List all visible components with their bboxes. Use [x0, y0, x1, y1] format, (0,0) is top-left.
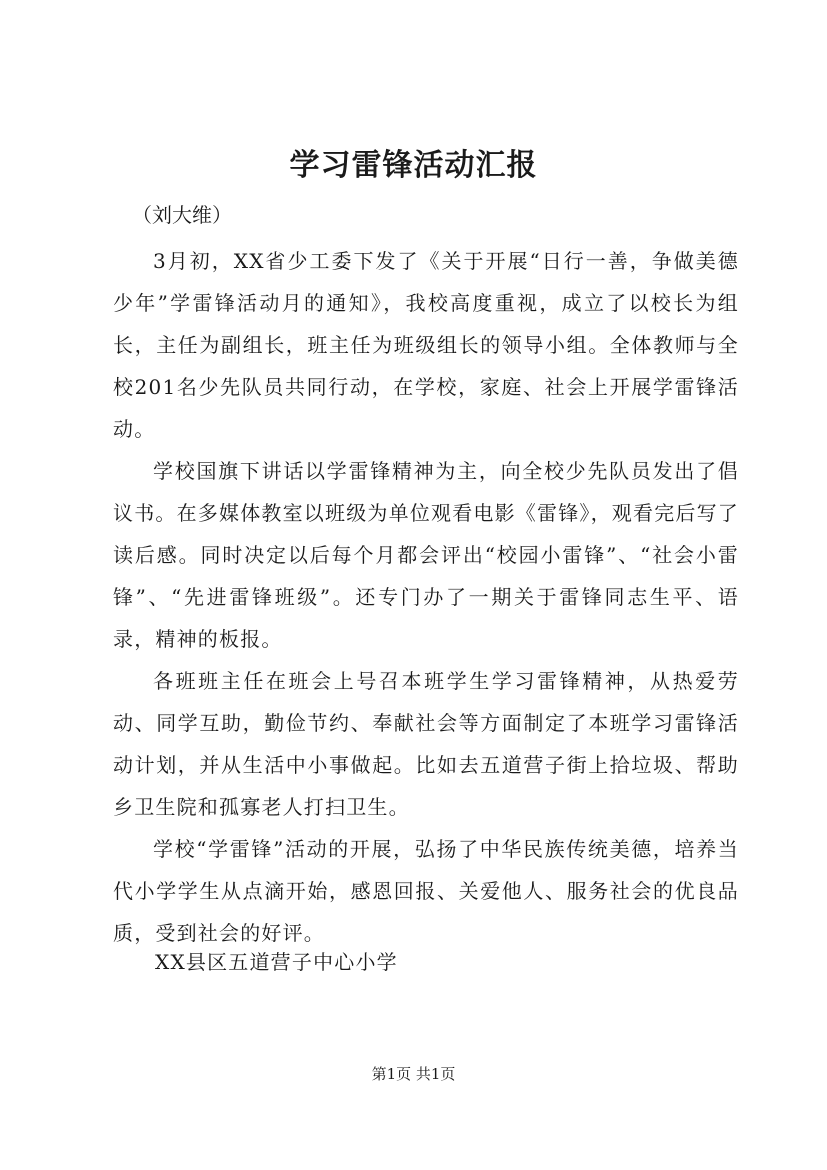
document-title: 学习雷锋活动汇报 [289, 148, 538, 183]
paragraph: 学校国旗下讲话以学雷锋精神为主，向全校少先队员发出了倡议书。在多媒体教室以班级为单位观看电影《雷锋》，观看完后写了读后感。同时决定以后每个月都会评出“校园小雷锋”、“社会小雷锋”、“先进雷锋班级”。还专门办了一期关于雷锋同志生平、语录，精神的板报。 [113, 459, 739, 651]
document-body [113, 240, 739, 954]
document-author: （刘大维） [132, 203, 232, 227]
paragraph: 各班班主任在班会上号召本班学生学习雷锋精神，从热爱劳动、同学互助，勤俭节约、奉献社会等方面制定了本班学习雷锋活动计划，并从生活中小事做起。比如去五道营子街上拾垃圾、帮助乡卫生院和孤寡老人打扫卫生。 [113, 669, 739, 819]
paragraph: 学校“学雷锋”活动的开展，弘扬了中华民族传统美德，培养当代小学学生从点滴开始，感恩回报、关爱他人、服务社会的优良品质，受到社会的好评。 [113, 837, 739, 945]
paragraph: 3月初，XX省少工委下发了《关于开展“日行一善，争做美德少年”学雷锋活动月的通知》，我校高度重视，成立了以校长为组长，主任为副组长，班主任为班级组长的领导小组。全体教师与全校201名少先队员共同行动，在学校，家庭、社会上开展学雷锋活动。 [113, 249, 739, 441]
document-signature: XX县区五道营子中心小学 [155, 950, 398, 974]
page-number-footer: 第1页 共1页 [371, 1065, 456, 1083]
